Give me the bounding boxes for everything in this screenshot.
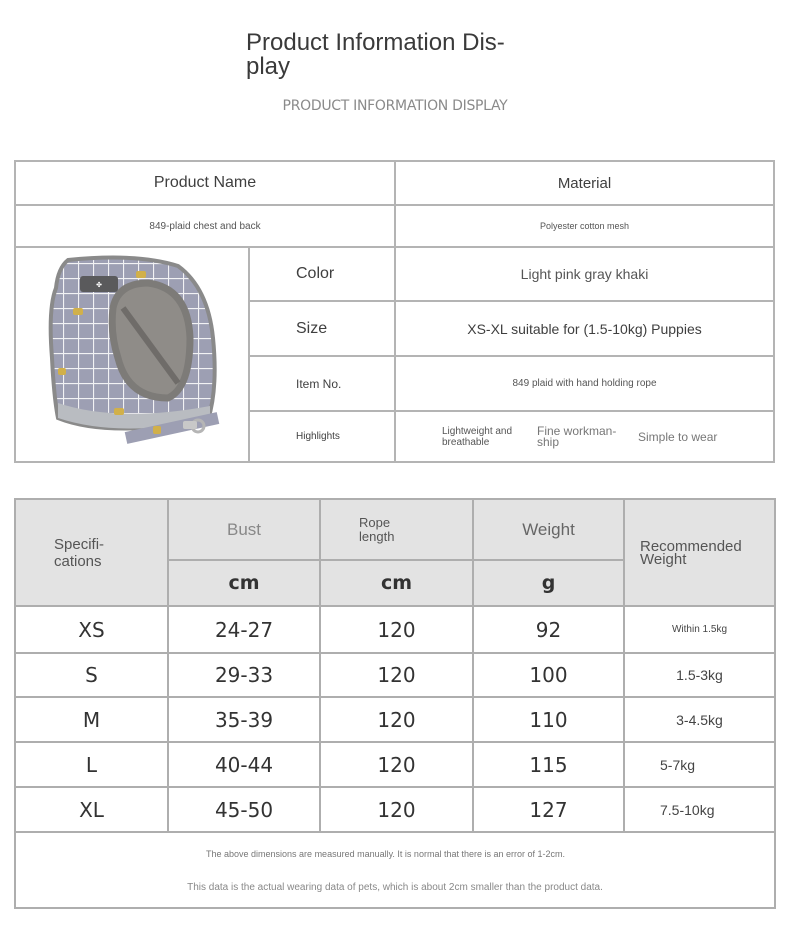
product-name-value: 849-plaid chest and back bbox=[149, 220, 261, 232]
weight-cell: 110 bbox=[529, 707, 568, 732]
highlight-item: Lightweight and breathable bbox=[442, 425, 513, 448]
rope-cell: 120 bbox=[377, 663, 416, 687]
weight-header: Weight bbox=[522, 519, 575, 539]
specifications-header bbox=[16, 500, 167, 605]
recommended-cell: 1.5-3kg bbox=[676, 667, 723, 683]
bust-unit: cm bbox=[228, 572, 260, 594]
recommended-cell: 7.5-10kg bbox=[660, 801, 715, 818]
highlight-item: Simple to wear bbox=[638, 429, 718, 444]
specifications-header-text: Specifi-cations bbox=[54, 535, 105, 570]
page-title-line-2: play bbox=[246, 53, 291, 80]
recommended-cell: Within 1.5kg bbox=[671, 624, 728, 635]
item-no-value: 849 plaid with hand holding rope bbox=[512, 378, 657, 389]
size-spec-table bbox=[14, 498, 776, 909]
rope-cell: 120 bbox=[377, 707, 416, 732]
size-cell: XL bbox=[79, 797, 104, 822]
bust-cell: 45-50 bbox=[214, 797, 274, 822]
rope-cell: 120 bbox=[377, 797, 416, 822]
size-cell: S bbox=[85, 663, 98, 687]
page-subtitle: PRODUCT INFORMATION DISPLAY bbox=[282, 98, 508, 114]
size-label: Size bbox=[296, 319, 328, 337]
recommended-cell: 5-7kg bbox=[660, 756, 696, 773]
rope-length-header-text: Rope length bbox=[359, 514, 395, 544]
highlights-label: Highlights bbox=[296, 431, 340, 442]
recommended-weight-header-text: Recommended Weight bbox=[640, 537, 742, 568]
highlights-values bbox=[396, 412, 773, 461]
page-title bbox=[246, 31, 546, 79]
measurement-note: The above dimensions are measured manually. It is normal that there is an error of 1-2cm. bbox=[206, 849, 565, 859]
weight-unit: g bbox=[541, 572, 556, 594]
svg-text:✤: ✤ bbox=[96, 282, 102, 289]
product-image bbox=[18, 248, 248, 461]
rope-cell: 120 bbox=[377, 617, 416, 642]
material-label: Material bbox=[557, 174, 612, 192]
product-name-label: Product Name bbox=[153, 174, 257, 191]
bust-header: Bust bbox=[226, 519, 262, 539]
rope-length-header bbox=[321, 500, 472, 559]
recommended-cell: 3-4.5kg bbox=[676, 711, 723, 728]
rope-cell: 120 bbox=[377, 752, 416, 777]
divider bbox=[16, 831, 774, 833]
size-cell: M bbox=[82, 707, 101, 732]
size-value: XS-XL suitable for (1.5-10kg) Puppies bbox=[467, 320, 702, 337]
highlight-item: Fine workman-ship bbox=[537, 423, 617, 449]
weight-cell: 92 bbox=[535, 617, 562, 642]
product-info-table bbox=[14, 160, 775, 463]
wearing-data-note: This data is the actual wearing data of pets, which is about 2cm smaller than the product data. bbox=[187, 882, 603, 893]
weight-cell: 100 bbox=[529, 663, 568, 687]
page-title-line-1: Product Information Dis- bbox=[246, 29, 505, 56]
bust-cell: 24-27 bbox=[214, 617, 274, 642]
size-cell: L bbox=[85, 752, 98, 777]
weight-cell: 115 bbox=[529, 752, 568, 777]
harness-illustration bbox=[18, 248, 248, 461]
rope-length-unit: cm bbox=[380, 572, 413, 594]
bust-cell: 40-44 bbox=[214, 752, 274, 777]
recommended-weight-header bbox=[625, 500, 774, 605]
bust-cell: 29-33 bbox=[214, 663, 274, 687]
size-cell: XS bbox=[78, 617, 105, 642]
material-value: Polyester cotton mesh bbox=[539, 221, 630, 231]
color-value: Light pink gray khaki bbox=[520, 266, 649, 282]
item-no-label: Item No. bbox=[296, 376, 342, 391]
weight-cell: 127 bbox=[529, 797, 568, 822]
bust-cell: 35-39 bbox=[214, 707, 274, 732]
color-label: Color bbox=[296, 265, 335, 282]
